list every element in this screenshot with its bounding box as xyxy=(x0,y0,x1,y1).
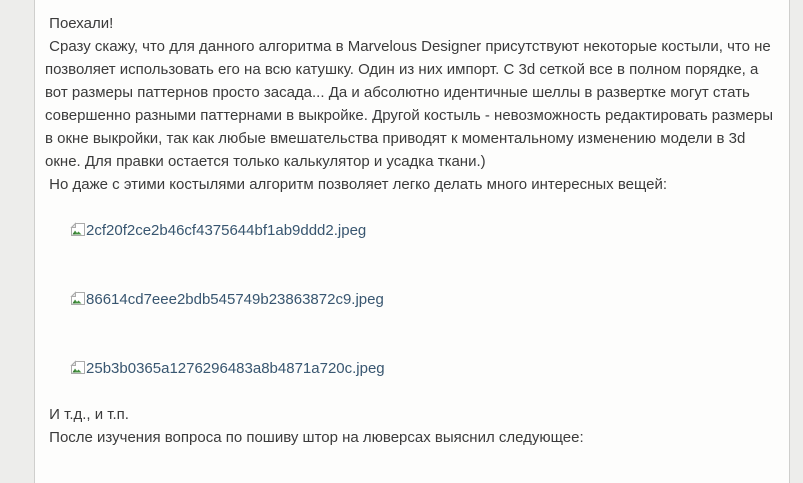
post-paragraph-conclusion: Но даже с этими костылями алгоритм позволяет легко делать много интересных вещей: xyxy=(45,176,668,193)
post-paragraph-main: Сразу скажу, что для данного алгоритма в Marvelous Designer присутствуют некоторые костыли, что не позволяет использовать его на всю катушку. Один из них импорт. С 3d сеткой все в полном порядке, а вот размеры паттернов просто засада... Да и абсолютно идентичные шеллы в развертке могут стать совершенно разными паттернами в выкройке. Другой костыль - невозможность редактировать размеры в окне выкройки, так как любые вмешательства приводят к моментальному изменению модели в 3d окне. Для правки остается только калькулятор и усадка ткани.) xyxy=(45,38,778,170)
attachment-filename: 86614cd7eee2bdb545749b23863872c9.jpeg xyxy=(86,291,384,308)
post-paragraph-intro: Поехали! xyxy=(45,15,114,32)
attachment-link-2[interactable] xyxy=(70,291,384,308)
attachment-link-row xyxy=(45,196,779,265)
attachment-link-row xyxy=(45,265,779,334)
attachment-link-3[interactable] xyxy=(70,360,385,377)
post-paragraph-closing: После изучения вопроса по пошиву штор на люверсах выяснил следующее: xyxy=(45,429,584,446)
forum-post-body xyxy=(45,12,779,449)
attachment-link-1[interactable] xyxy=(70,222,366,239)
broken-image-icon xyxy=(70,291,86,307)
attachment-filename: 2cf20f2ce2b46cf4375644bf1ab9ddd2.jpeg xyxy=(86,222,367,239)
post-content-panel xyxy=(34,0,790,483)
post-paragraph-etc: И т.д., и т.п. xyxy=(45,406,129,423)
broken-image-icon xyxy=(70,360,86,376)
attachment-link-row xyxy=(45,334,779,403)
attachment-filename: 25b3b0365a1276296483a8b4871a720c.jpeg xyxy=(86,360,385,377)
broken-image-icon xyxy=(70,222,86,238)
